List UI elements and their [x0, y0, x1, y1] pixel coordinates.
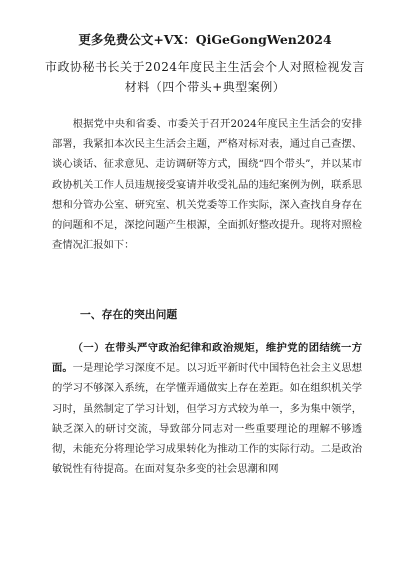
intro-paragraph: 根据党中央和省委、市委关于召开2024年度民主生活会的安排部署，我紧扣本次民主生活会主题，严格对标对表，通过自己查摆、谈心谈话、征求意见、走访调研等方式，围绕“四个带头”，并以某市政协机关工作人员违规接受宴请并收受礼品的违纪案例为例，联系思想和分管办公室、研究室、机关党委等工作实际，深入查找自身存在的问题和不足，深挖问题产生根源，全面抓好整改提升。现将对照检查情况汇报如下：: [52, 118, 362, 252]
subsection-paragraph: [52, 338, 362, 479]
watermark-header: 更多免费公文+VX：QiGeGongWen2024: [78, 32, 332, 47]
subsection-heading: （一）在带头严守政治纪律和政治规矩，维护党的团结统一方面。: [52, 342, 362, 375]
subsection-body: 一是理论学习深度不足。以习近平新时代中国特色社会主义思想的学习不够深入系统，在学懂弄通做实上存在差距。如在组织机关学习时，虽然制定了学习计划，但学习方式较为单一，多为集中领学，缺乏深入的研讨交流，导致部分同志对一些重要理论的理解不够透彻，未能充分将理论学习成果转化为推动工作的实际行动。二是政治敏锐性有待提高。在面对复杂多变的社会思潮和网: [52, 362, 363, 476]
document-title: 市政协秘书长关于2024年度民主生活会个人对照检视发言材料（四个带头+典型案例）: [44, 60, 366, 94]
section-heading: 一、存在的突出问题: [80, 308, 178, 321]
